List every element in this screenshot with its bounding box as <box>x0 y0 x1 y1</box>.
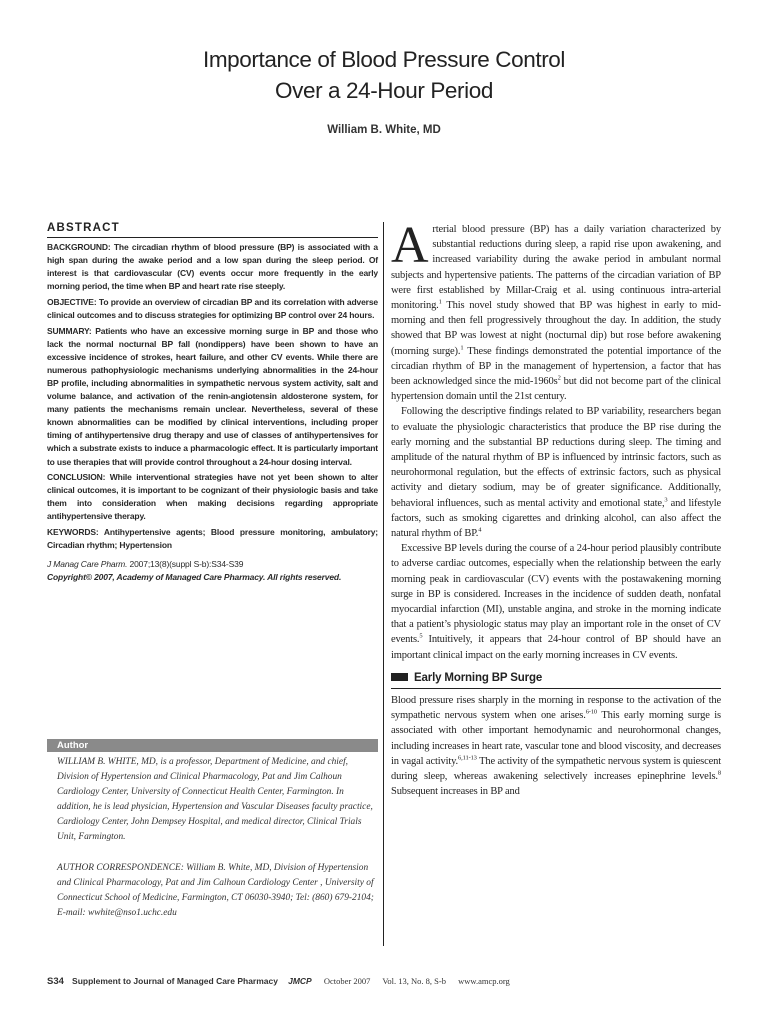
author-box <box>47 755 378 936</box>
keywords-text: Antihypertensive agents; Blood pressure monitoring, ambulatory; Circadian rhythm; Hypertension <box>47 526 378 551</box>
p3-text-a: Excessive BP levels during the course of a 24-hour period plausibly contribute to adverse cardiac outcomes, especially when the relationship between the early morning peak in cardiovascular (CV) events with the postawakening morning surge in BP is considered. Increases in the incidence of sudden death, nonfatal myocardial infarction (MI), unstable angina, and stroke in the morning indicate that a patient’s physiologic status may play an important role in the onset of CV events. <box>391 543 721 646</box>
p2-text-b: and lifestyle factors, such as smoking cigarettes and drinking alcohol, can also affect the natural rhythm of BP. <box>391 497 721 540</box>
issue-date: October 2007 <box>323 976 371 986</box>
journal-website[interactable]: www.amcp.org <box>458 976 510 986</box>
ref-6-10: 6-10 <box>585 708 598 716</box>
p4-text-d: Subsequent increases in BP and <box>391 786 520 798</box>
p1-text-d: but did not become part of the clinical hypertension domain until the 21st century. <box>391 376 722 403</box>
background-label: BACKGROUND: <box>47 242 111 252</box>
conclusion-label: CONCLUSION: <box>47 472 106 483</box>
objective-label: OBJECTIVE: <box>47 296 97 307</box>
copyright: Copyright© 2007, Academy of Managed Care Pharmacy. All rights reserved. <box>47 572 342 583</box>
article-title <box>120 44 648 106</box>
section-heading <box>391 671 721 689</box>
body-paragraph-4 <box>391 693 721 799</box>
p4-text-b: This early morning surge is associated with other important hemodynamic and neurohormonal changes, including increases in heart rate, vascular tone and blood viscosity, and decreases in vagal activity. <box>391 710 721 767</box>
summary-text: Patients who have an excessive morning surge in BP and those who lack the normal nocturnal BP fall (nondippers) have been shown to have an excessive incidence of strokes, heart failure, and other CV events. While there are numerous pathophysiologic mechanisms underlying abnormalities in the 24-hour BP profile, including abnormalities in sympathetic nervous system activity, salt and volume balance, and activation of the renin-angiotensin aldosterone system, for many patients the mechanisms remain unclear. Nevertheless, several of these known abnormalities can be modified by clinical interventions, including proper timing of antihypertensive drug therapy and use of classes of antihypertensives for which a substrate exists to induce a pharmacologic effect. It is particularly important to use therapies that will provide control throughout a 24-hour dosing interval. <box>47 325 378 467</box>
author-correspondence: AUTHOR CORRESPONDENCE: William B. White, MD, Division of Hypertension and Clinical Pharmacology, Pat and Jim Calhoun Cardiology Center , University of Connecticut School of Medicine, Farmington, CT 06030-3940; Tel: (860) 679-2104; E-mail: wwhite@nso1.uchc.edu <box>57 862 374 918</box>
ref-8: 8 <box>717 769 721 777</box>
p4-text-c: The activity of the sympathetic nervous system is quiescent during sleep, whereas awakening selectively increases epinephrine levels. <box>391 755 721 782</box>
abstract-background <box>47 241 378 293</box>
title-line-2: Over a 24-Hour Period <box>275 78 493 103</box>
author-byline: William B. White, MD <box>327 124 441 136</box>
author-box-heading: Author <box>47 739 378 752</box>
p1-text-c: These findings demonstrated the potential importance of the circadian rhythm of BP in the management of hypertension, a factor that has been acknowledged since the mid-1960s <box>391 345 721 388</box>
p3-text-b: Intuitively, it appears that 24-hour control of BP should have an important clinical impact on the early morning increases in CV events. <box>391 634 721 661</box>
issue-volume: Vol. 13, No. 8, S-b <box>382 976 446 986</box>
body-paragraph-1 <box>391 217 722 404</box>
column-divider <box>383 222 384 946</box>
abstract-keywords <box>47 526 378 552</box>
abstract-heading: ABSTRACT <box>47 222 120 234</box>
abstract-summary <box>47 325 378 469</box>
ref-3: 3 <box>664 496 668 504</box>
p1-text-a: rterial blood pressure (BP) has a daily variation characterized by substantial reductions during sleep, a rapid rise upon awakening, and increased variability during the awake period in ambulant normal subjects and hypertensive patients. The patterns of the circadian variation of BP were first established by Millar-Craig et al. using continuous intra-arterial monitoring. <box>391 224 721 312</box>
section-heading-text: Early Morning BP Surge <box>414 671 543 684</box>
p1-text-b: This novel study showed that BP was highest in early to mid-morning and then fell progressively throughout the day. In addition, the study showed that BP was lowest at night (nocturnal dip) but rose before awakening (morning surge). <box>391 300 721 357</box>
objective-text: To provide an overview of circadian BP and its correlation with adverse clinical outcomes and to discuss strategies for optimizing BP control over 24 hours. <box>47 296 378 320</box>
p4-text-a: Blood pressure rises sharply in the morning in response to the activation of the sympathetic nervous system when one arises. <box>391 694 721 722</box>
ref-1b: 1 <box>460 344 464 352</box>
keywords-label: KEYWORDS: <box>47 526 99 537</box>
citation-journal: J Manag Care Pharm. <box>47 559 128 570</box>
article-body <box>391 217 722 799</box>
abstract-conclusion <box>47 471 378 523</box>
supplement-title: Supplement to Journal of Managed Care Pharmacy <box>72 976 278 986</box>
title-line-1: Importance of Blood Pressure Control <box>202 47 566 72</box>
ref-6-11-13: 6,11-13 <box>458 754 477 762</box>
conclusion-text: While interventional strategies have not yet been shown to alter clinical outcomes, it is important to be cognizant of their physiologic basis and take them into consideration when making decisions regarding appropriate antihypertensive therapy. <box>47 472 378 522</box>
ref-2: 2 <box>557 374 561 382</box>
section-bar-icon <box>391 673 408 681</box>
page-footer <box>47 976 727 987</box>
ref-1: 1 <box>438 298 442 306</box>
drop-cap: A <box>391 217 429 274</box>
body-paragraph-2 <box>391 404 721 541</box>
journal-abbr: JMCP <box>288 976 312 986</box>
author-bio: WILLIAM B. WHITE, MD, is a professor, Department of Medicine, and chief, Division of Hypertension and Clinical Pharmacology, Pat and Jim Calhoun Cardiology Center, University of Connecticut Health Center, Farmington. In addition, he is lead physician, Hypertension and Vascular Diseases faculty practice, Cardiology Center, John Dempsey Hospital, and medical director, Clinical Trials Unit, Farmington. <box>57 757 373 843</box>
ref-5: 5 <box>419 632 423 640</box>
background-text: The circadian rhythm of blood pressure (BP) is associated with a high span during the awake period and a low span during the sleep period. Of interest is that cardiovascular (CV) events occur more frequently in the early morning period, the time when BP and heart rate rise steeply. <box>47 242 378 292</box>
abstract-body <box>47 241 378 587</box>
citation-ref: 2007;13(8)(suppl S-b):S34-S39 <box>127 559 244 570</box>
abstract-rule <box>47 237 378 238</box>
ref-4: 4 <box>478 526 482 534</box>
abstract-objective <box>47 296 378 322</box>
body-paragraph-3 <box>391 541 721 663</box>
p2-text-a: Following the descriptive findings related to BP variability, researchers began to evaluate the physiologic characteristics that produce the BP rise during the early morning and the substantial BP reductions during sleep. The timing and amplitude of the natural rhythm of BP is influenced by intrinsic factors, such as neurohormonal regulation, but the effects of extrinsic factors, such as physical activity and dietary sodium, may be of greater significance. Additionally, behavioral influences, such as mental activity and emotional state, <box>391 406 721 509</box>
citation <box>47 558 378 571</box>
page-number: S34 <box>47 976 64 987</box>
summary-label: SUMMARY: <box>47 325 92 336</box>
